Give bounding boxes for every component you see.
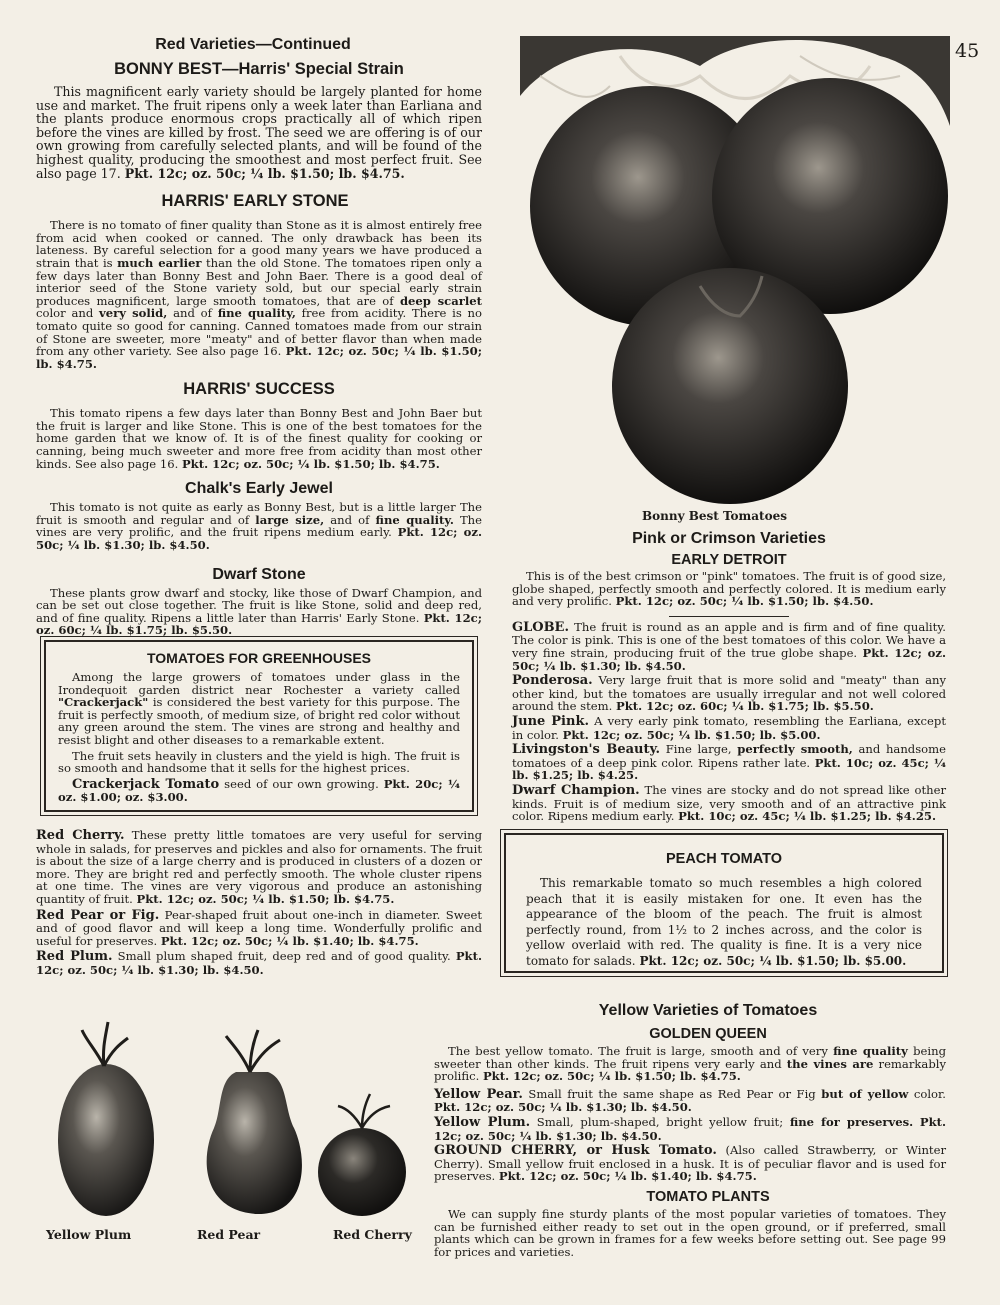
list-item: GROUND CHERRY, or Husk Tomato. (Also called Strawberry, or Winter Cherry). Small yellow fruit enclosed in a husk. It is of peculiar flavor and is used for preserves. Pkt. 12c; oz. 50c; ¼ lb. $1.40; lb. $4.75. [434, 1143, 946, 1184]
bonny-best-text: This magnificent early variety should be largely planted for home use and market. The fruit ripens only a week later than Earliana and the plants produce enormous crops practically all of which ripen before the vines are killed by frost. The seed we are offering is of our own growing from carefully selected plants, and will be found of the highest quality, producing the smoothest and most perfect fruit. See also page 17. Pkt. 12c; oz. 50c; ¼ lb. $1.50; lb. $4.75. [36, 84, 482, 181]
caption-red-pear: Red Pear [197, 1227, 261, 1242]
list-item: Yellow Pear. Small fruit the same shape as Red Pear or Fig but of yellow color. Pkt. 12c; oz. 50c; ¼ lb. $1.30; lb. $4.50. [434, 1086, 946, 1115]
bonny-best-image [500, 36, 950, 508]
dwarf-stone-price: Pkt. 12c; oz. 60c; ¼ lb. $1.75; lb. $5.50. [36, 610, 482, 638]
chalks-price: Pkt. 12c; oz. 50c; ¼ lb. $1.30; lb. $4.50. [36, 525, 482, 553]
peach-price: Pkt. 12c; oz. 50c; ¼ lb. $1.50; lb. $5.00. [639, 953, 907, 968]
small-tomatoes-image [36, 1010, 426, 1220]
yellow-section [434, 1002, 946, 1258]
divider [669, 616, 789, 617]
peach-title: PEACH TOMATO [665, 851, 782, 867]
early-detroit-text: This is of the best crimson or "pink" tomatoes. The fruit is of good size, globe shaped, perfectly smooth and perfectly colored. It is medium early and very prolific. Pkt. 12c; oz. 50c; ¼ lb. $1.50; lb. $4.50. [512, 569, 946, 609]
chalks-title: Chalk's Early Jewel [185, 480, 333, 498]
chalks-text: This tomato is not quite as early as Bonny Best, but is a little larger The fruit is smooth and regular and of large size, and of fine quality. The vines are very prolific, and the fruit ripens medium early. Pkt. 12c; oz. 50c; ¼ lb. $1.30; lb. $4.50. [36, 500, 483, 553]
peach-box [504, 833, 944, 973]
dwarf-stone-title: Dwarf Stone [212, 565, 306, 583]
list-item: GLOBE. The fruit is round as an apple and is firm and of fine quality. The color is pink. This is one of the best tomatoes of this color. We have a very fine strain, producing fruit of the true globe shape. Pkt. 12c; oz. 50c; ¼ lb. $1.30; lb. $4.50. [512, 619, 946, 673]
success-title: HARRIS' SUCCESS [183, 380, 335, 399]
yellow-header: Yellow Varieties of Tomatoes [598, 1002, 818, 1019]
left-column [36, 36, 482, 637]
list-item: Livingston's Beauty. Fine large, perfectly smooth, and handsome tomatoes of a deep pink color. Ripens rather late. Pkt. 10c; oz. 45c; ¼ lb. $1.25; lb. $4.25. [512, 742, 946, 783]
red-small-entries [36, 829, 482, 980]
right-column [512, 530, 946, 825]
list-item: Red Pear or Fig. Pear-shaped fruit about one-inch in diameter. Sweet and of good flavor and will keep a long time. Wonderfully prolific and useful for preserves. Pkt. 12c; oz. 50c; ¼ lb. $1.40; lb. $4.75. [36, 907, 483, 948]
caption-yellow-plum: Yellow Plum [46, 1227, 132, 1242]
list-item: Yellow Plum. Small, plum-shaped, bright yellow fruit; fine for preserves. Pkt. 12c; oz. 50c; ¼ lb. $1.30; lb. $4.50. [434, 1114, 947, 1143]
golden-queen-text: The best yellow tomato. The fruit is large, smooth and of very fine quality being sweeter than other kinds. The fruit ripens very early and the vines are remarkably prolific. Pkt. 12c; oz. 50c; ¼ lb. $1.50; lb. $4.75. [434, 1044, 947, 1084]
crackerjack-item: Crackerjack Tomato seed of our own growing. Pkt. 20c; ¼ oz. $1.00; oz. $3.00. [58, 776, 460, 805]
continued-header: Red Varieties—Continued [155, 36, 351, 53]
bonny-best-photo [500, 36, 950, 508]
peach-text: This remarkable tomato so much resembles a high colored peach that it is easily mistaken for one. It even has the appearance of the bloom of the peach. The fruit is almost perfectly round, from 1½ to 2 inches across, and the color is yellow overlaid with red. The quality is fine. It is a very nice tomato for salads. Pkt. 12c; oz. 50c; ¼ lb. $1.50; lb. $5.00. [526, 876, 922, 968]
bonny-best-title: BONNY BEST—Harris' Special Strain [114, 60, 404, 78]
bonny-best-price: Pkt. 12c; oz. 50c; ¼ lb. $1.50; lb. $4.75. [124, 165, 405, 181]
early-detroit-title: EARLY DETROIT [671, 552, 787, 568]
early-stone-title: HARRIS' EARLY STONE [161, 192, 349, 211]
greenhouse-title: TOMATOES FOR GREENHOUSES [146, 650, 372, 666]
list-item: Ponderosa. Very large fruit that is more solid and "meaty" than any other kind, but the tomatoes are usually irregular and not well colored around the stem. Pkt. 12c; oz. 60c; ¼ lb. $1.75; lb. $5.50. [512, 673, 946, 714]
greenhouse-text: Among the large growers of tomatoes under glass in the Irondequoit garden district near Rochester a variety called "Crackerjack" is considered the best variety for this purpose. The fruit is perfectly smooth, of medium size, of bright red color without any green around the stem. The vines are strong and healthy and resist blight and other diseases to a remarkable extent. [58, 670, 461, 747]
dwarf-stone-text: These plants grow dwarf and stocky, like those of Dwarf Champion, and can be set out close together. The fruit is like Stone, solid and deep red, and of fine quality. Ripens a little later than Harris' Early Stone. Pkt. 12c; oz. 60c; ¼ lb. $1.75; lb. $5.50. [36, 585, 482, 638]
greenhouse-text-2: The fruit sets heavily in clusters and the yield is high. The fruit is so smooth and handsome that it sells for the highest prices. [58, 748, 460, 776]
success-price: Pkt. 12c; oz. 50c; ¼ lb. $1.50; lb. $4.75. [181, 456, 440, 471]
list-item: Red Cherry. These pretty little tomatoes are very useful for serving whole in salads, for preserves and pickles and also for ornaments. The fruit is about the size of a large cherry and is produced in clusters of a dozen or more. They are bright red and perfectly smooth. The whole cluster ripens at one time. The vines are very vigorous and produce an astonishing quantity of fruit. Pkt. 12c; oz. 50c; ¼ lb. $1.50; lb. $4.75. [36, 828, 483, 906]
list-item: June Pink. A very early pink tomato, resembling the Earliana, except in color. Pkt. 12c; oz. 50c; ¼ lb. $1.50; lb. $5.00. [512, 713, 946, 742]
plants-title: TOMATO PLANTS [646, 1188, 770, 1205]
small-tomatoes-photo [36, 1010, 426, 1220]
bonny-best-caption: Bonny Best Tomatoes [642, 509, 787, 523]
pink-header: Pink or Crimson Varieties [632, 530, 826, 547]
early-stone-text: There is no tomato of finer quality than Stone as it is almost entirely free from acid when cooked or canned. The only drawback has been its lateness. By careful selection for a good many years we have produced a strain that is much earlier than the old Stone. The tomatoes ripen only a few days later than Bonny Best and John Baer. There is a good deal of interior seed of the Stone variety sold, but our special early strain produces magnificent, large smooth tomatoes, that are of deep scarlet color and very solid, and of fine quality, free from acidity. There is no tomato quite so good for canning. Canned tomatoes made from our strain of Stone are sweeter, more "meaty" and of better flavor than when made from any other variety. See also page 16. Pkt. 12c; oz. 50c; ¼ lb. $1.50; lb. $4.75. [36, 218, 482, 371]
golden-queen-title: GOLDEN QUEEN [649, 1026, 767, 1042]
early-detroit-price: Pkt. 12c; oz. 50c; ¼ lb. $1.50; lb. $4.50. [615, 594, 874, 609]
early-stone-price: Pkt. 12c; oz. 50c; ¼ lb. $1.50; lb. $4.75. [36, 344, 482, 371]
list-item: Red Plum. Small plum shaped fruit, deep red and of good quality. Pkt. 12c; oz. 50c; ¼ lb. $1.30; lb. $4.50. [36, 949, 482, 977]
success-text: This tomato ripens a few days later than Bonny Best and John Baer but the fruit is larger and like Stone. This is one of the best tomatoes for the home garden that we know of. It is of the finest quality for cooking or canning, being much sweeter and more free from acidity than most other kinds. See also page 16. Pkt. 12c; oz. 50c; ¼ lb. $1.50; lb. $4.75. [36, 406, 482, 471]
caption-red-cherry: Red Cherry [333, 1227, 412, 1242]
page-number: 45 [955, 40, 980, 62]
list-item: Dwarf Champion. The vines are stocky and do not spread like other kinds. Fruit is of medium size, very smooth and of an attractive pink color. Ripens medium early. Pkt. 10c; oz. 45c; ¼ lb. $1.25; lb. $4.25. [512, 782, 947, 824]
greenhouse-box [44, 640, 474, 812]
plants-text: We can supply fine sturdy plants of the most popular varieties of tomatoes. They can be furnished either ready to set out in the open ground, or if preferred, small plants which can be grown in frames for a few weeks before setting out. See page 99 for prices and varieties. [434, 1206, 946, 1259]
